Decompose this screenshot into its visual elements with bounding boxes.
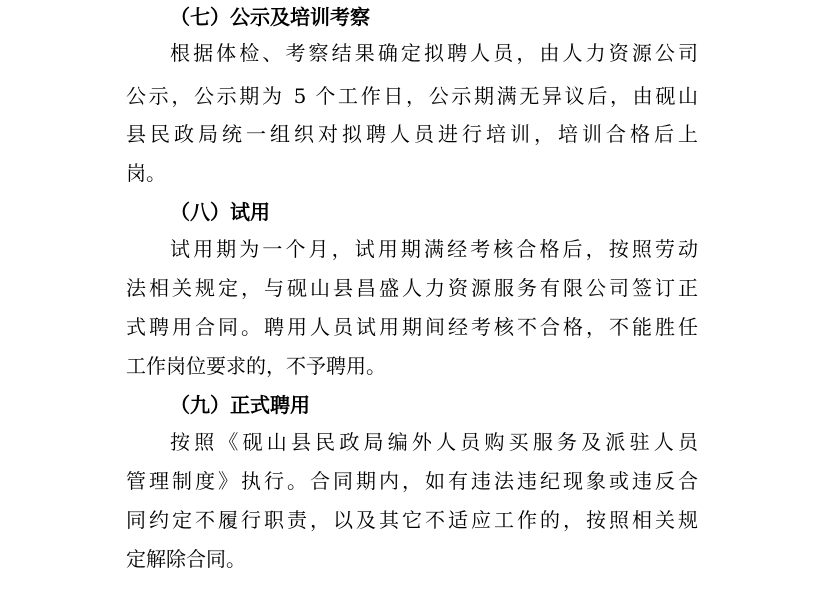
paragraph-line: 管理制度》执行。合同期内，如有违法违纪现象或违反合 xyxy=(126,469,698,493)
paragraph-line: 根据体检、考察结果确定拟聘人员，由人力资源公司 xyxy=(170,41,698,65)
paragraph-line: 同约定不履行职责，以及其它不适应工作的，按照相关规 xyxy=(126,508,698,532)
section-heading-9: （九）正式聘用 xyxy=(170,393,310,417)
paragraph-line: 县民政局统一组织对拟聘人员进行培训，培训合格后上 xyxy=(126,122,698,146)
paragraph-line: 公示，公示期为 5 个工作日，公示期满无异议后，由砚山 xyxy=(126,84,698,108)
section-heading-8: （八）试用 xyxy=(170,200,270,224)
paragraph-line: 按照《砚山县民政局编外人员购买服务及派驻人员 xyxy=(170,430,698,454)
paragraph-line: 式聘用合同。聘用人员试用期间经考核不合格，不能胜任 xyxy=(126,315,698,339)
paragraph-line: 岗。 xyxy=(126,161,166,185)
paragraph-line: 工作岗位要求的，不予聘用。 xyxy=(126,354,386,378)
paragraph-line: 定解除合同。 xyxy=(126,547,246,571)
section-heading-7: （七）公示及培训考察 xyxy=(170,5,370,29)
paragraph-line: 试用期为一个月，试用期满经考核合格后，按照劳动 xyxy=(170,237,698,261)
paragraph-line: 法相关规定，与砚山县昌盛人力资源服务有限公司签订正 xyxy=(126,276,698,300)
